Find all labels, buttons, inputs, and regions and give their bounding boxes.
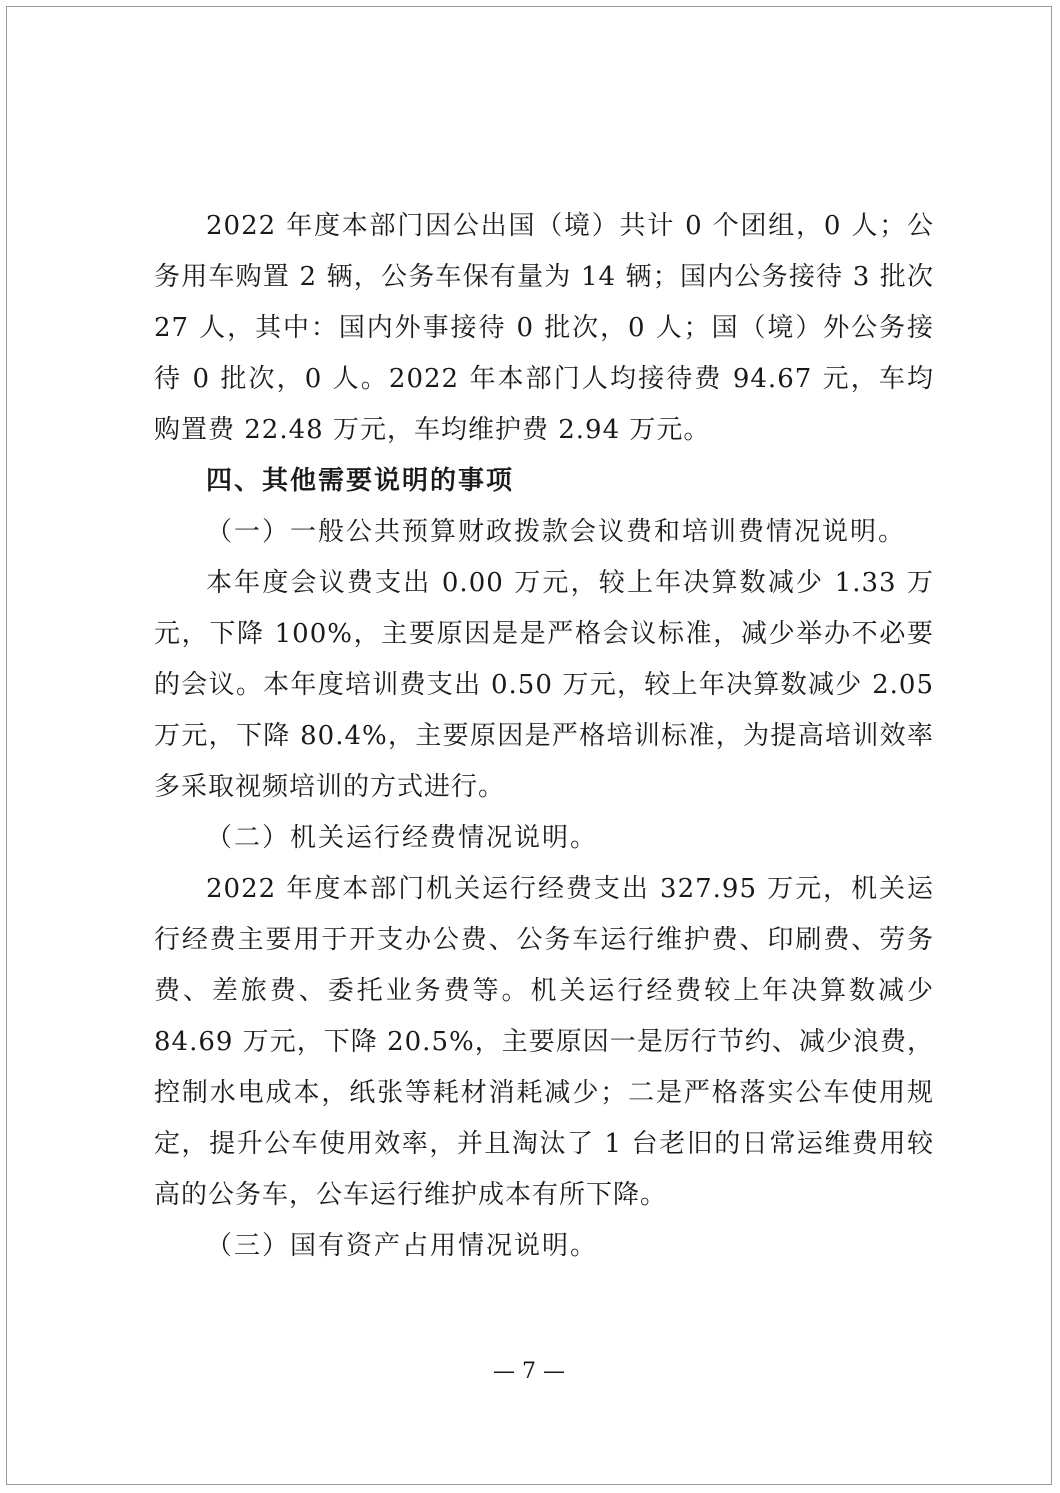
document-body [154,201,934,1272]
subheading-state-assets: （三）国有资产占用情况说明。 [206,1231,599,1261]
paragraph-overseas-vehicles-reception: 2022 年度本部门因公出国（境）共计 0 个团组，0 人；公务用车购置 2 辆，公务车保有量为 14 辆；国内公务接待 3 批次 27 人，其中：国内外事接待 0 批次，0 人；国（境）外公务接待 0 批次，0 人。2022 年本部门人均接待费 94.67 元，车均购置费 22.48 万元，车均维护费 2.94 万元。 [154,211,934,445]
section-heading-other-matters: 四、其他需要说明的事项 [206,466,515,496]
page-number: — 7 — [493,1359,565,1384]
paragraph-meeting-training-fees: 本年度会议费支出 0.00 万元，较上年决算数减少 1.33 万元，下降 100%，主要原因是是严格会议标准，减少举办不必要的会议。本年度培训费支出 0.50 万元，较上年决算数减少 2.05 万元，下降 80.4%，主要原因是严格培训标准，为提高培训效率多采取视频培训的方式进行。 [154,568,934,802]
document-page [6,6,1052,1485]
subheading-operating-expenses: （二）机关运行经费情况说明。 [206,823,599,853]
subheading-meeting-training-fees: （一）一般公共预算财政拨款会议费和培训费情况说明。 [206,517,907,547]
paragraph-operating-expenses: 2022 年度本部门机关运行经费支出 327.95 万元，机关运行经费主要用于开支办公费、公务车运行维护费、印刷费、劳务费、差旅费、委托业务费等。机关运行经费较上年决算数减少 84.69 万元，下降 20.5%，主要原因一是厉行节约、减少浪费，控制水电成本，纸张等耗材消耗减少；二是严格落实公车使用规定，提升公车使用效率，并且淘汰了 1 台老旧的日常运维费用较高的公务车，公车运行维护成本有所下降。 [154,874,934,1210]
